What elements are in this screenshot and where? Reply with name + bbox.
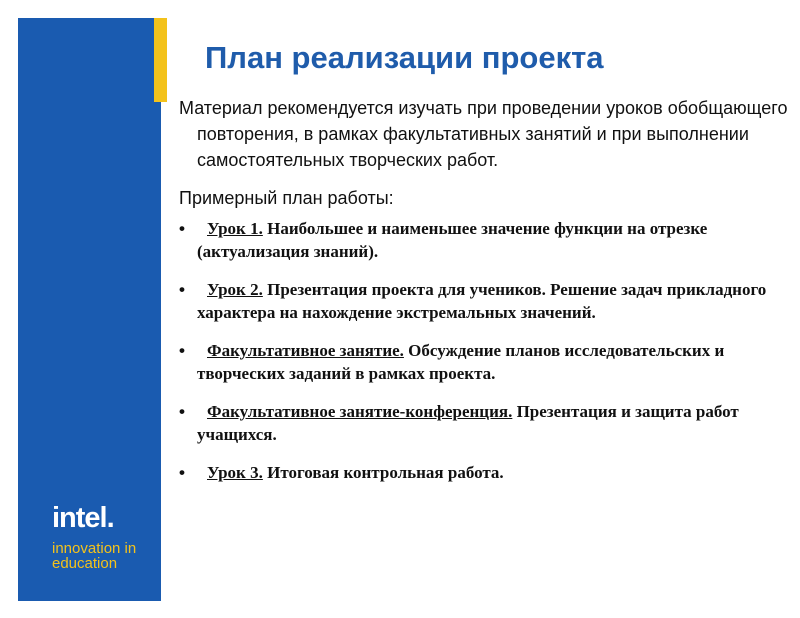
- lesson-label: Урок 1.: [207, 219, 263, 238]
- slide-content: [179, 95, 791, 499]
- lesson-item: [179, 339, 791, 385]
- lesson-text: Презентация и защита работ учащихся.: [197, 402, 739, 444]
- brand-tagline: [52, 541, 136, 571]
- lesson-item: [179, 461, 791, 484]
- lesson-label: Факультативное занятие-конференция.: [207, 402, 513, 421]
- bullet-icon: •: [179, 219, 185, 238]
- lesson-label: Урок 2.: [207, 280, 263, 299]
- intro-paragraph: Материал рекомендуется изучать при проведении уроков обобщающего повторения, в рамках факультативных занятий и при выполнении самостоятельных творческих работ.: [179, 98, 788, 170]
- tagline-line-2: education: [52, 555, 118, 572]
- lesson-label: Факультативное занятие.: [207, 341, 404, 360]
- lesson-text: Обсуждение планов исследовательских и творческих заданий в рамках проекта.: [197, 341, 725, 383]
- lesson-item: [179, 400, 791, 446]
- slide-title: План реализации проекта: [205, 40, 604, 75]
- intel-brand: [52, 503, 136, 571]
- lesson-label: Урок 3.: [207, 463, 263, 482]
- bullet-icon: •: [179, 463, 185, 482]
- bullet-icon: •: [179, 280, 185, 299]
- lesson-text: Презентация проекта для учеников. Решение задач прикладного характера на нахождение экстремальных значений.: [197, 280, 767, 322]
- bullet-icon: •: [179, 402, 185, 421]
- tagline-line-1: innovation in: [52, 540, 137, 557]
- lesson-item: [179, 278, 791, 324]
- lesson-text: Итоговая контрольная работа.: [262, 463, 504, 482]
- lesson-item: [179, 217, 791, 263]
- accent-bar: [154, 18, 167, 102]
- lesson-text: Наибольшее и наименьшее значение функции на отрезке (актуализация знаний).: [197, 219, 708, 261]
- plan-heading: Примерный план работы:: [179, 188, 394, 208]
- lesson-list: [179, 217, 791, 484]
- bullet-icon: •: [179, 341, 185, 360]
- intel-logo: intel.: [52, 502, 114, 534]
